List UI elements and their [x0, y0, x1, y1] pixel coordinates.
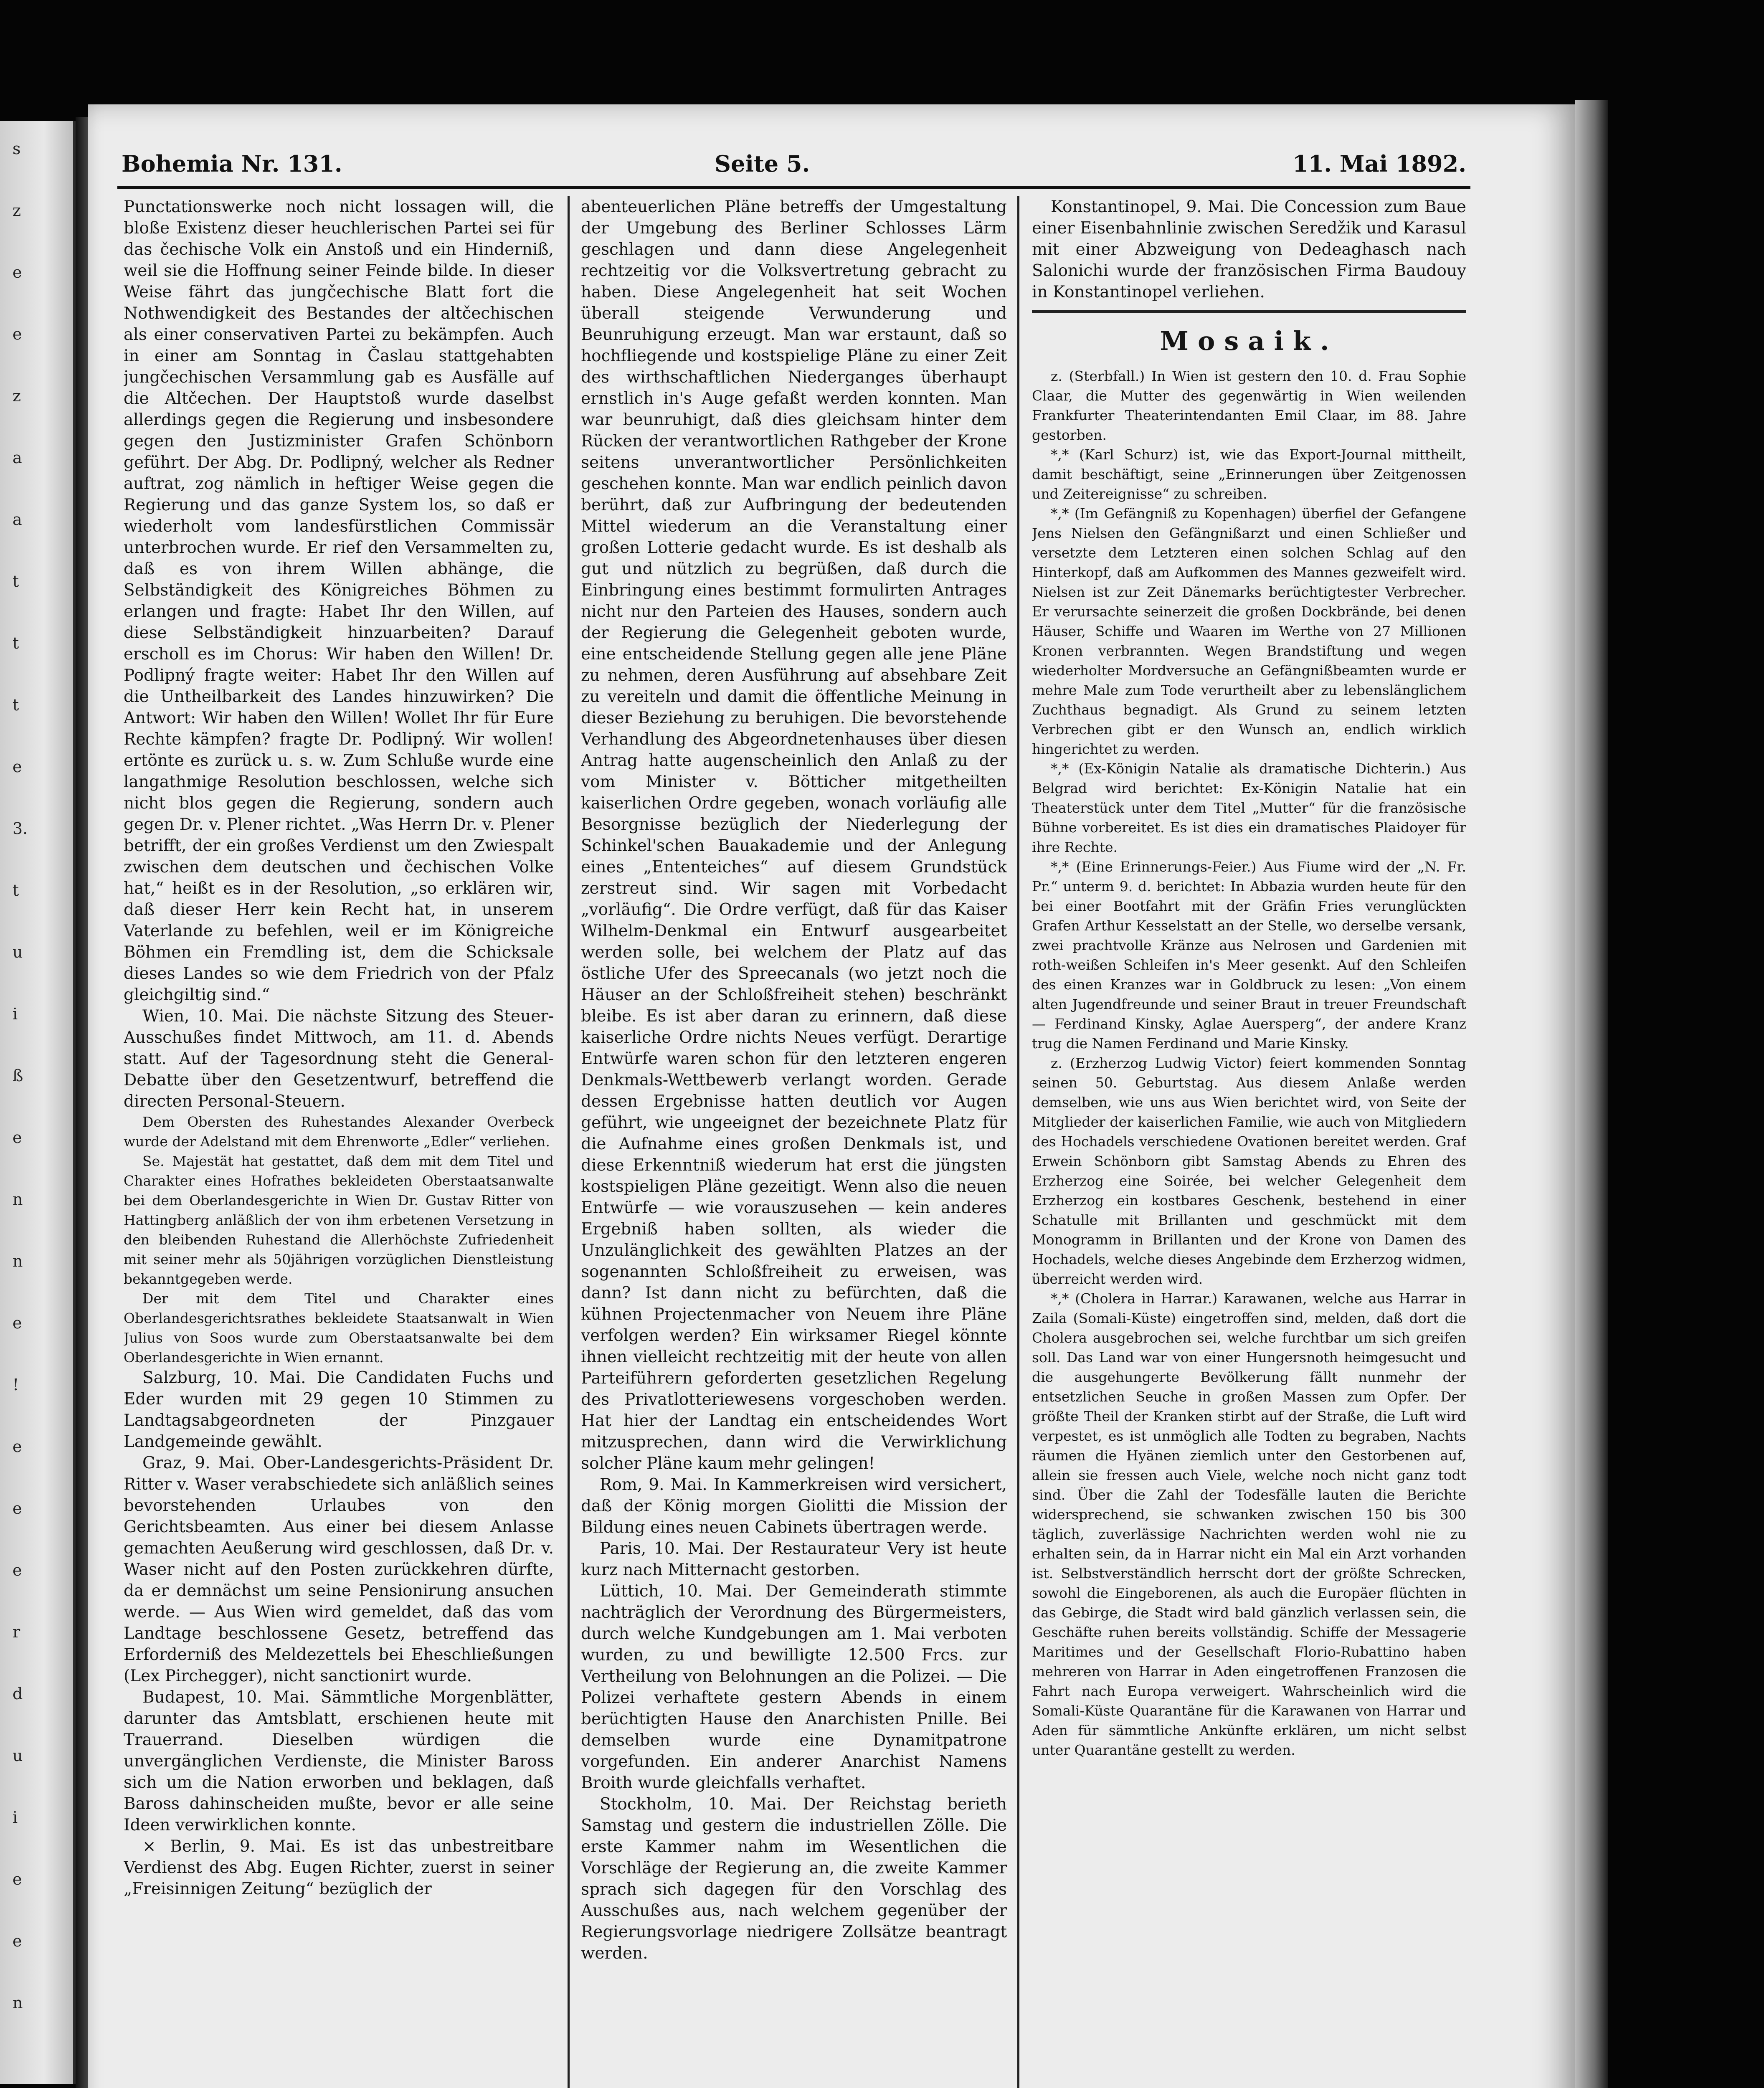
facing-page-fragment: i — [13, 1808, 18, 1827]
article-paragraph: Paris, 10. Mai. Der Restaurateur Very ist heute kurz nach Mitternacht gestorben. — [581, 1539, 1007, 1579]
facing-page-fragment: t — [13, 696, 19, 714]
page-edge-shadow — [1575, 100, 1608, 2088]
article-paragraph: Lüttich, 10. Mai. Der Gemeinderath stimmte nachträglich der Verordnung des Bürgermeisters, durch welche Kundgebungen am 1. Mai verboten wurden, zu und bewilligte 12.500 Frcs. zur Vertheilung von Belohnungen an die Polizei. — Die Polizei verhaftete gestern Abends in einem berüchtigten Hause den Anarchisten Pnille. Bei demselben wurde eine Dynamitpatrone vorgefunden. Ein anderer Anarchist Namens Broith wurde gleichfalls verhaftet. — [581, 1582, 1007, 1792]
article-paragraph: Budapest, 10. Mai. Sämmtliche Morgenblätter, darunter das Amtsblatt, erschienen heute mit Trauerrand. Dieselben würdigen die unvergänglichen Verdienste, die Minister Baross sich um die Nation erworben und beklagen, daß Baross dahinscheiden mußte, bevor er alle seine Ideen verwirklichen konnte. — [124, 1688, 554, 1835]
article-paragraph: × Berlin, 9. Mai. Es ist das unbestreitbare Verdienst des Abg. Eugen Richter, zuerst in seiner „Freisinnigen Zeitung“ bezüglich der — [124, 1837, 554, 1898]
header-newspaper-issue: Bohemia Nr. 131. — [122, 150, 342, 177]
column-divider — [1017, 196, 1019, 2088]
facing-page-fragment: u — [13, 943, 23, 961]
facing-page-edge — [0, 121, 76, 2084]
facing-page-fragment: n — [13, 1252, 23, 1270]
facing-page-fragment: e — [13, 1499, 22, 1518]
article-paragraph: Stockholm, 10. Mai. Der Reichstag berieth Samstag und gestern die industriellen Zölle. Die erste Kammer nahm im Wesentlichen die Vorschläge der Regierung an, die zweite Kammer sprach sich dagegen für den Vorschlag des Ausschußes aus, nach welchem gegenüber der Regierungsvorlage niedrigere Zollsätze beantragt werden. — [581, 1795, 1007, 1963]
column-1 — [124, 196, 554, 2050]
column-divider — [568, 196, 570, 2088]
section-title-mosaik: Mosaik. — [1160, 326, 1338, 356]
mosaik-item: *,* (Ex-Königin Natalie als dramatische Dichterin.) Aus Belgrad wird berichtet: Ex-Königin Natalie hat ein Theaterstück unter dem Titel „Mutter“ für die französische Bühne vorbereitet. Es ist dies ein dramatisches Plaidoyer für ihre Rechte. — [1032, 760, 1466, 855]
facing-page-fragment: d — [13, 1685, 23, 1703]
article-paragraph: abenteuerlichen Pläne betreffs der Umgestaltung der Umgebung des Berliner Schlosses Lärm geschlagen und dann diese Angelegenheit rechtzeitig vor die Volksvertretung gebracht zu haben. Diese Angelegenheit hat seit Wochen überall steigende Verwunderung und Beunruhigung erzeugt. Man war erstaunt, daß so hochfliegende und kostspielige Pläne zu einer Zeit des wirthschaftlichen Niederganges überhaupt ernstlich in's Auge gefaßt werden konnten. Man war beunruhigt, daß dies gleichsam hinter dem Rücken der verantwortlichen Rathgeber der Krone seitens unverantwortlicher Persönlichkeiten geschehen konnte. Man war endlich peinlich davon berührt, daß zur Aufbringung der bedeutenden Mittel wiederum an die Veranstaltung einer großen Lotterie gedacht wurde. Es ist deshalb als gut und nützlich zu begrüßen, daß durch die Einbringung eines bestimmt formulirten Antrages nicht nur den Parteien des Hauses, sondern auch der Regierung die Gelegenheit geboten wurde, eine entscheidende Stellung gegen alle jene Pläne zu nehmen, deren Ausführung auf absehbare Zeit zu vereiteln und damit die öffentliche Meinung in dieser Beziehung zu beruhigen. Die bevorstehende Verhandlung des Abgeordnetenhauses über diesen Antrag hatte augenscheinlich den Anlaß zu der vom Minister v. Bötticher mitgetheilten kaiserlichen Ordre gegeben, wonach vorläufig alle Besorgnisse bezüglich der Niederlegung der Schinkel'schen Bauakademie und der Anlegung eines „Ententeiches“ auf diesem Grundstück zerstreut sind. Wir sagen mit Vorbedacht „vorläufig“. Die Ordre verfügt, daß für das Kaiser Wilhelm-Denkmal ein Entwurf ausgearbeitet werden solle, bei welchem der Platz auf das östliche Ufer des Spreecanals (wo jetzt noch die Häuser an der Schloßfreiheit stehen) beschränkt bleibe. Es ist aber daran zu erinnern, daß diese kaiserliche Ordre nichts Neues verfügt. Derartige Entwürfe waren schon für den letzteren engeren Denkmals-Wettbewerb verlangt worden. Gerade dessen Ergebnisse hatten deutlich vor Augen geführt, wie ungeeignet der bezeichnete Platz für die Aufnahme eines großen Denkmals ist, und diese Erkenntniß wiederum hat erst die jüngsten kostspieligen Pläne gezeitigt. Wenn also die neuen Entwürfe — wie vorauszusehen — kein anderes Ergebniß haben sollten, als wieder die Unzulänglichkeit des gewählten Platzes an der sogenannten Schloßfreiheit zu erweisen, was dann? Ist dann nicht zu befürchten, daß die kühnen Projectenmacher von Neuem ihre Pläne verfolgen werden? Ein wirksamer Riegel könnte ihnen vielleicht rechtzeitig mit der heute von allen Parteiführern geforderten gesetzlichen Regelung des Privatlotteriewesens vorgeschoben werden. Hat hier der Landtag ein entscheidendes Wort mitzusprechen, dann wird die Verwirklichung solcher Pläne kaum mehr gelingen! — [581, 198, 1007, 1473]
mosaik-item: *,* (Im Gefängniß zu Kopenhagen) überfiel der Gefangene Jens Nielsen den Gefängnißarzt und einen Schließer und versetzte dem Letzteren einen solchen Schlag auf den Hinterkopf, daß am Aufkommen des Mannes gezweifelt wird. Nielsen ist zur Zeit Dänemarks berüchtigtester Verbrecher. Er verursachte seinerzeit die großen Dockbrände, bei denen Häuser, Schiffe und Waaren im Werthe von 27 Millionen Kronen verbrannten. Wegen Brandstiftung und wegen wiederholter Mordversuche an Gefängnißbeamten wurde er mehre Male zum Tode verurtheilt aber zu lebenslänglichem Zuchthaus begnadigt. Als Grund zu seinem letzten Verbrechen gibt er den Wunsch an, endlich wirklich hingerichtet zu werden. — [1032, 505, 1466, 757]
newspaper-page — [88, 104, 1575, 2088]
facing-page-fragment: e — [13, 325, 22, 343]
facing-page-fragment: ß — [13, 1067, 23, 1085]
header-date: 11. Mai 1892. — [1293, 150, 1466, 177]
column-2 — [581, 196, 1007, 2088]
mosaik-item: *,* (Cholera in Harrar.) Karawanen, welche aus Harrar in Zaila (Somali-Küste) eingetroffen sind, melden, daß dort die Cholera ausgebrochen sei, welche furchtbar um sich greifen soll. Das Land war von einer Hungersnoth heimgesucht und die ausgehungerte Bevölkerung fällt nunmehr der entsetzlichen Seuche in großen Massen zum Opfer. Der größte Theil der Kranken stirbt auf der Straße, die Luft wird verpestet, es ist unmöglich alle Todten zu begraben, Nachts räumen die Hyänen ziemlich unter den Gestorbenen auf, allein sie fressen auch Viele, welche noch nicht ganz todt sind. Über die Zahl der Todesfälle lauten die Berichte widersprechend, sie schwanken zwischen 150 bis 300 täglich, zuverlässige Nachrichten werden wohl nie zu erhalten sein, da in Harrar nicht ein Mal ein Arzt vorhanden ist. Selbstverständlich herrscht dort der größte Schrecken, sowohl die Eingeborenen, als auch die Europäer flüchten in das Gebirge, die Stadt wird bald gänzlich verlassen sein, die Geschäfte ruhen bereits vollständig. Schiffe der Messagerie Maritimes und der Gesellschaft Florio-Rubattino haben mehreren von Harrar in Aden eingetroffenen Franzosen die Fahrt nach Europa verweigert. Wahrscheinlich wird die Somali-Küste Quarantäne für die Karawanen von Harrar und Aden für sämmtliche Ankünfte erklären, um nicht selbst unter Quarantäne gestellt zu werden. — [1032, 1290, 1466, 1758]
facing-page-fragment: e — [13, 1128, 22, 1147]
facing-page-fragment: e — [13, 1561, 22, 1579]
facing-page-fragment: e — [13, 1870, 22, 1888]
mosaik-item: *,* (Karl Schurz) ist, wie das Export-Journal mittheilt, damit beschäftigt, seine „Erinnerungen über Zeitgenossen und Zeitereignisse“ zu schreiben. — [1032, 446, 1466, 502]
article-paragraph: Salzburg, 10. Mai. Die Candidaten Fuchs und Eder wurden mit 29 gegen 10 Stimmen zu Landtagsabgeordneten der Pinzgauer Landgemeinde gewählt. — [124, 1368, 554, 1451]
mosaik-item: *,* (Eine Erinnerungs-Feier.) Aus Fiume wird der „N. Fr. Pr.“ unterm 9. d. berichtet: In Abbazia wurden heute für den bei einer Bootfahrt mit der Gräfin Fries verunglückten Grafen Arthur Kesselstatt an der Stelle, wo derselbe versank, zwei prachtvolle Kränze aus Nelrosen und Gardenien mit roth-weißen Schleifen in's Meer gesenkt. Auf den Schleifen des einen Kranzes war in Goldbruck zu lesen: „Von einem alten Jugendfreunde und seiner Braut in treuer Freundschaft — Ferdinand Kinsky, Aglae Auersperg“, der andere Kranz trug die Namen Ferdinand und Marie Kinsky. — [1032, 859, 1466, 1052]
article-paragraph: Graz, 9. Mai. Ober-Landesgerichts-Präsident Dr. Ritter v. Waser verabschiedete sich anläßlich seines bevorstehenden Urlaubes von den Gerichtsbeamten. Aus einer bei diesem Anlasse gemachten Aeußerung wird geschlossen, daß Dr. v. Waser nicht auf den Posten zurückkehren dürfte, da er demnächst um seine Pensionirung ansuchen werde. — Aus Wien wird gemeldet, daß das vom Landtage beschlossene Gesetz, betreffend das Erforderniß des Meldezettels bei Eheschließungen (Lex Pirchegger), nicht sanctionirt wurde. — [124, 1454, 554, 1685]
facing-page-fragment: t — [13, 881, 19, 900]
article-paragraph: Der mit dem Titel und Charakter eines Oberlandesgerichtsrathes bekleidete Staatsanwalt in Wien Julius von Soos wurde zum Oberstaatsanwalte bei dem Oberlandesgerichte in Wien ernannt. — [124, 1290, 554, 1366]
facing-page-fragment: r — [13, 1623, 20, 1641]
facing-page-fragment: u — [13, 1746, 23, 1765]
facing-page-fragment: e — [13, 1437, 22, 1456]
facing-page-fragment: s — [13, 139, 21, 158]
facing-page-fragment: e — [13, 758, 22, 776]
article-paragraph: Konstantinopel, 9. Mai. Die Concession zum Baue einer Eisenbahnlinie zwischen Seredžik und Karasul mit einer Abzweigung von Dedeaghasch nach Salonichi wurde der französischen Firma Baudouy in Konstantinopel verliehen. — [1032, 198, 1466, 302]
mosaik-item: z. (Erzherzog Ludwig Victor) feiert kommenden Sonntag seinen 50. Geburtstag. Aus diesem Anlaße werden demselben, wie uns aus Wien berichtet wird, von Seite der Mitglieder der kaiserlichen Familie, wie auch von Mitgliedern des Hochadels verschiedene Ovationen bereitet werden. Graf Erwein Schönborn gibt Samstag Abends zu Ehren des Erzherzog eine Soirée, bei welcher Gelegenheit dem Erzherzog ein kostbares Geschenk, bestehend in einer Schatulle mit Brillanten und geschmückt mit dem Monogramm in Brillanten und der Krone von Damen des Hochadels, welche dieses Angebinde dem Erzherzog widmen, überreicht werden wird. — [1032, 1055, 1466, 1287]
article-paragraph: Punctationswerke noch nicht lossagen will, die bloße Existenz dieser heuchlerischen Partei sei für das čechische Volk ein Anstoß und ein Hinderniß, weil sie die Hoffnung seiner Feinde bilde. In dieser Weise fährt das jungčechische Blatt fort die Nothwendigkeit des Bestandes der altčechischen als einer conservativen Partei zu bekämpfen. Auch in einer am Sonntag in Časlau stattgehabten jungčechischen Versammlung gab es Ausfälle auf die Altčechen. Der Hauptstoß wurde daselbst allerdings gegen die Regierung und insbesondere gegen den Justizminister Grafen Schönborn geführt. Der Abg. Dr. Podlipný, welcher als Redner auftrat, zog nämlich in heftiger Weise gegen die Regierung und das ganze System los, so daß er wiederholt vom landesfürstlichen Commissär unterbrochen wurde. Er rief den Versammelten zu, daß es von ihrem Willen abhänge, die Selbständigkeit des Königreiches Böhmen zu erlangen und fragte: Habet Ihr den Willen, auf diese Selbständigkeit hinzuarbeiten? Darauf erscholl es im Chorus: Wir haben den Willen! Dr. Podlipný fragte weiter: Habet Ihr den Willen auf die Untheilbarkeit des Landes hinzuwirken? Die Antwort: Wir haben den Willen! Wollet Ihr für Eure Rechte kämpfen? fragte Dr. Podlipný. Wir wollen! ertönte es zurück u. s. w. Zum Schluße wurde eine langathmige Resolution beschlossen, welche sich nicht blos gegen die Regierung, sondern auch gegen Dr. v. Plener richtet. „Was Herrn Dr. v. Plener betrifft, der ein großes Verdienst um den Zwiespalt zwischen dem deutschen und čechischen Volke hat,“ heißt es in der Resolution, „so erklären wir, daß dieser Herr kein Recht hat, in unserem Vaterlande zu befehlen, weil er im Königreiche Böhmen ein Fremdling ist, dem die Schicksale dieses Landes so wie dem Friedrich von der Pfalz gleichgiltig sind.“ — [124, 198, 554, 1004]
header-page-number: Seite 5. — [715, 150, 810, 177]
article-paragraph: Wien, 10. Mai. Die nächste Sitzung des Steuer-Ausschußes findet Mittwoch, am 11. d. Abends statt. Auf der Tagesordnung steht die General-Debatte über den Gesetzentwurf, betreffend die directen Personal-Steuern. — [124, 1007, 554, 1111]
facing-page-fragment: a — [13, 510, 22, 529]
header-rule — [117, 186, 1470, 189]
facing-page-fragment: e — [13, 263, 22, 281]
section-rule — [1032, 310, 1466, 313]
facing-page-fragment: t — [13, 634, 19, 652]
facing-page-fragment: e — [13, 1932, 22, 1950]
facing-page-fragment: ! — [13, 1376, 19, 1394]
column-3 — [1032, 196, 1466, 2050]
facing-page-fragment: z — [13, 387, 21, 405]
facing-page-fragment: 3. — [13, 819, 28, 838]
article-paragraph: Dem Obersten des Ruhestandes Alexander Overbeck wurde der Adelstand mit dem Ehrenworte „Edler“ verliehen. — [124, 1114, 554, 1150]
book-gutter — [76, 117, 88, 2088]
facing-page-fragment: t — [13, 572, 19, 590]
article-paragraph: Se. Majestät hat gestattet, daß dem mit dem Titel und Charakter eines Hofrathes bekleideten Oberstaatsanwalte bei dem Oberlandesgerichte in Wien Dr. Gustav Ritter von Hattingberg anläßlich der von ihm erbetenen Versetzung in den bleibenden Ruhestand die Allerhöchste Zufriedenheit mit seiner mehr als 50jährigen vorzüglichen Dienstleistung bekanntgegeben werde. — [124, 1153, 554, 1287]
facing-page-fragment: a — [13, 449, 22, 467]
facing-page-fragment: n — [13, 1994, 23, 2012]
facing-page-fragment: n — [13, 1190, 23, 1209]
article-paragraph: Rom, 9. Mai. In Kammerkreisen wird versichert, daß der König morgen Giolitti die Mission der Bildung eines neuen Cabinets übertragen werde. — [581, 1475, 1007, 1537]
mosaik-item: z. (Sterbfall.) In Wien ist gestern den 10. d. Frau Sophie Claar, die Mutter des gegenwärtig in Wien weilenden Frankfurter Theaterintendanten Emil Claar, im 88. Jahre gestorben. — [1032, 368, 1466, 443]
facing-page-fragment: z — [13, 201, 21, 220]
facing-page-fragment: i — [13, 1005, 18, 1023]
page-header — [122, 150, 1466, 184]
facing-page-fragment: e — [13, 1314, 22, 1332]
